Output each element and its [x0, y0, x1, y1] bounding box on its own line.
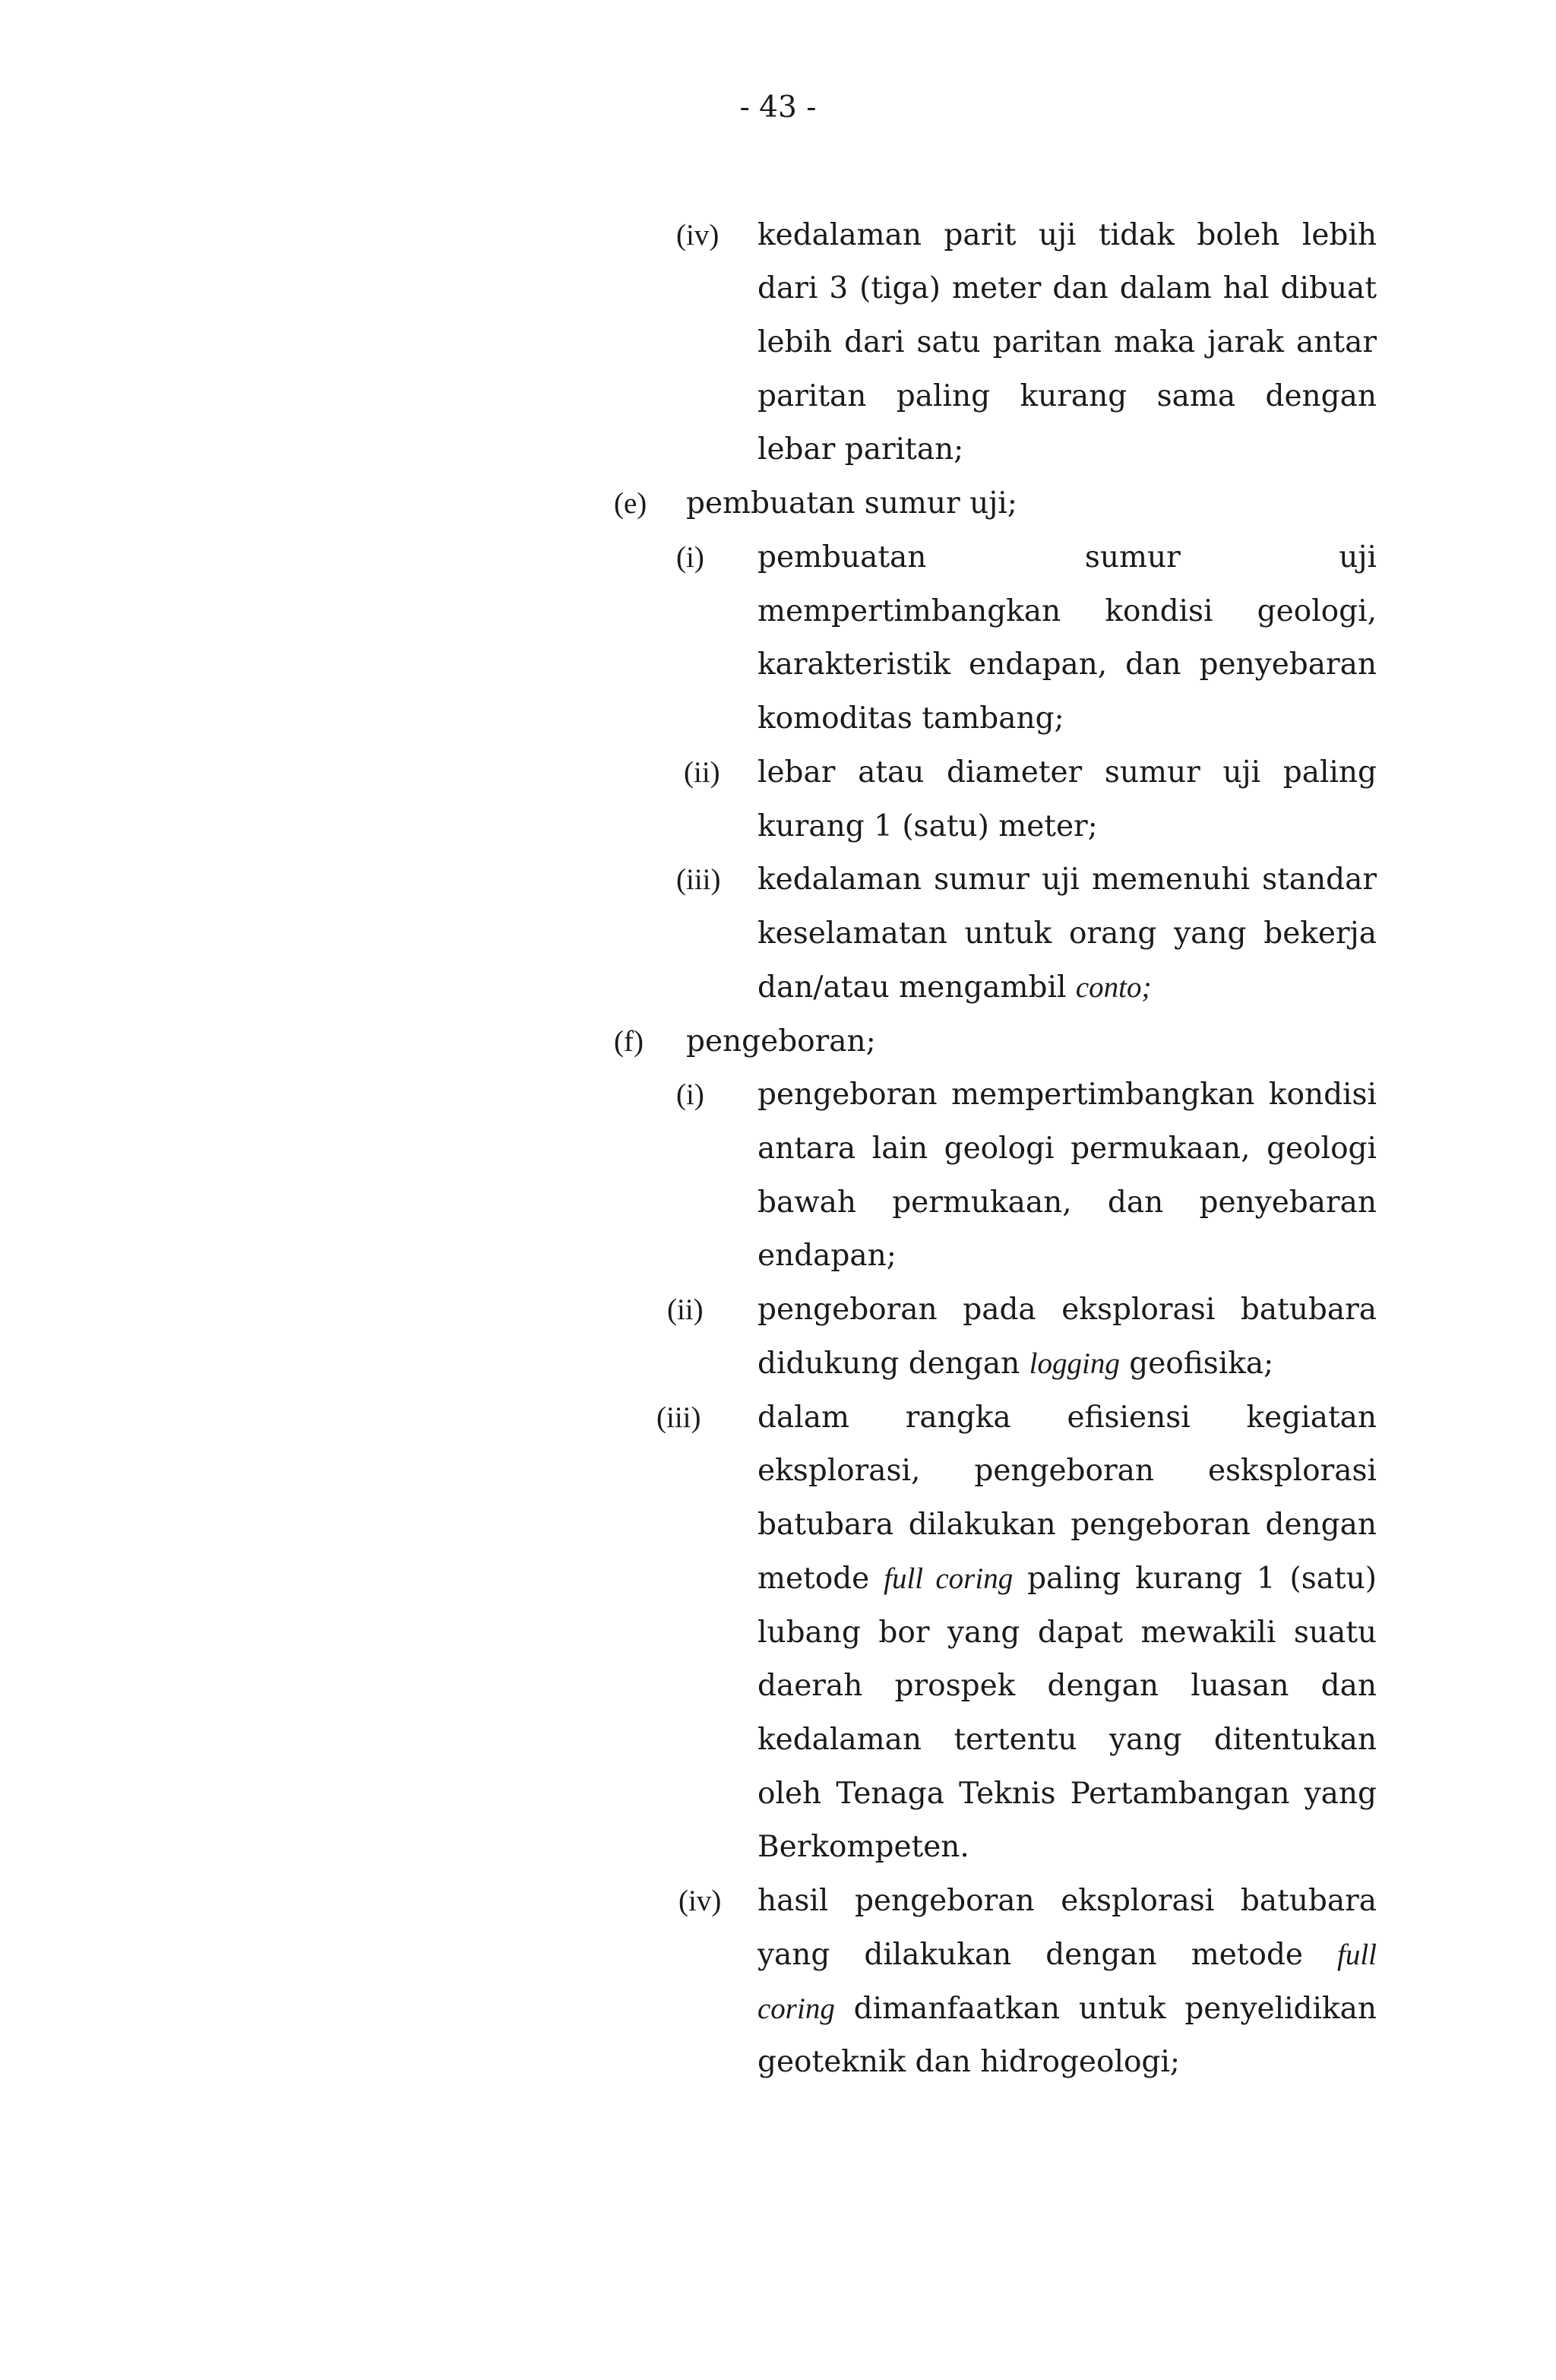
item-text-line: dalam rangka efisiensi kegiatan: [757, 1400, 1377, 1435]
text-line: [0, 1610, 1556, 1656]
item-text-line: batubara dilakukan pengeboran dengan: [757, 1508, 1377, 1542]
item-text-line: kedalaman parit uji tidak boleh lebih: [757, 218, 1377, 252]
item-text-line: oleh Tenaga Teknis Pertambangan yang: [757, 1777, 1377, 1811]
item-label: (ii): [684, 756, 720, 789]
text-line: [0, 1233, 1556, 1279]
item-text-line: pembuatan sumur uji: [757, 540, 1377, 574]
item-label: (i): [676, 541, 704, 574]
list-item-f-iv: [0, 1878, 1556, 1924]
item-text-line: [757, 965, 1152, 1011]
text-segment: yang dilakukan dengan metode: [757, 1938, 1337, 1972]
list-item-f-i: [0, 1072, 1556, 1118]
item-label: (f): [614, 1025, 644, 1058]
item-text-line: antara lain geologi permukaan, geologi: [757, 1131, 1377, 1166]
item-text-line: [757, 1341, 1273, 1387]
item-text-line: geoteknik dan hidrogeologi;: [757, 2045, 1180, 2079]
text-line: [0, 1341, 1556, 1387]
item-text-line: eksplorasi, pengeboran esksplorasi: [757, 1454, 1377, 1488]
item-text-line: [757, 1556, 1377, 1602]
item-text-line: lebar paritan;: [757, 432, 964, 467]
item-text-line: komoditas tambang;: [757, 701, 1064, 736]
list-item-e-i: [0, 535, 1556, 581]
text-line: [0, 1180, 1556, 1226]
text-line: [0, 320, 1556, 366]
text-line: [0, 1448, 1556, 1494]
text-line: [0, 696, 1556, 742]
item-heading: pengeboran;: [686, 1024, 876, 1059]
item-label: (iii): [656, 1401, 701, 1434]
list-item-f-ii: [0, 1287, 1556, 1333]
text-line: [0, 2040, 1556, 2085]
item-label: (e): [614, 487, 647, 520]
text-line: [0, 1556, 1556, 1602]
list-item-e: [0, 481, 1556, 527]
text-line: [0, 1502, 1556, 1548]
text-segment: metode: [757, 1562, 884, 1596]
text-line: [0, 589, 1556, 635]
list-item-iv: [0, 213, 1556, 258]
item-text-line: mempertimbangkan kondisi geologi,: [757, 594, 1377, 628]
list-item-f: [0, 1019, 1556, 1065]
item-text-line: kedalaman sumur uji memenuhi standar: [757, 862, 1377, 897]
list-item-e-ii: [0, 750, 1556, 796]
item-text-line: paritan paling kurang sama dengan: [757, 379, 1377, 413]
item-text-line: [757, 1932, 1377, 1978]
text-line: [0, 804, 1556, 850]
text-line: [0, 965, 1556, 1011]
text-line: [0, 1126, 1556, 1172]
text-line: [0, 642, 1556, 688]
text-segment: didukung dengan: [757, 1347, 1029, 1381]
text-segment: geofisika;: [1119, 1347, 1274, 1381]
list-item-e-iii: [0, 857, 1556, 903]
text-line: [0, 1663, 1556, 1709]
item-text-line: lebih dari satu paritan maka jarak antar: [757, 325, 1377, 359]
item-label: (iv): [676, 219, 719, 252]
item-text-line: karakteristik endapan, dan penyebaran: [757, 647, 1377, 682]
item-text-line: endapan;: [757, 1239, 897, 1273]
item-heading: pembuatan sumur uji;: [686, 486, 1017, 521]
text-line: [0, 911, 1556, 957]
item-text-line: dari 3 (tiga) meter dan dalam hal dibuat: [757, 271, 1377, 305]
item-text-line: Berkompeten.: [757, 1830, 969, 1864]
item-text-line: daerah prospek dengan luasan dan: [757, 1669, 1377, 1703]
text-line: [0, 266, 1556, 312]
item-text-line: hasil pengeboran eksplorasi batubara: [757, 1884, 1377, 1918]
text-line: [0, 1717, 1556, 1763]
item-text-line: pengeboran mempertimbangkan kondisi: [757, 1078, 1377, 1112]
item-text-line: pengeboran pada eksplorasi batubara: [757, 1293, 1377, 1327]
italic-term: full: [1336, 1938, 1377, 1971]
italic-term: coring: [757, 1992, 835, 2025]
item-text-line: keselamatan untuk orang yang bekerja: [757, 916, 1377, 951]
list-item-f-iii: [0, 1395, 1556, 1441]
italic-term: conto;: [1075, 971, 1152, 1004]
item-label: (ii): [667, 1293, 704, 1326]
item-text-line: kedalaman tertentu yang ditentukan: [757, 1723, 1377, 1757]
item-text-line: lebar atau diameter sumur uji paling: [757, 755, 1377, 790]
text-line: [0, 427, 1556, 473]
text-line: [0, 1986, 1556, 2032]
text-line: [0, 374, 1556, 419]
text-segment: paling kurang 1 (satu): [1013, 1562, 1377, 1596]
text-line: [0, 1932, 1556, 1978]
italic-term: logging: [1029, 1347, 1120, 1380]
item-text-line: [757, 1986, 1377, 2032]
item-text-line: bawah permukaan, dan penyebaran: [757, 1185, 1377, 1220]
text-segment: dimanfaatkan untuk penyelidikan: [834, 1992, 1377, 2026]
item-text-line: lubang bor yang dapat mewakili suatu: [757, 1616, 1377, 1650]
item-label: (iii): [676, 863, 721, 896]
page-number: - 43 -: [739, 90, 817, 125]
text-segment: dan/atau mengambil: [757, 970, 1076, 1005]
text-line: [0, 1771, 1556, 1817]
item-text-line: kurang 1 (satu) meter;: [757, 809, 1098, 843]
item-label: (iv): [678, 1885, 722, 1917]
item-label: (i): [676, 1078, 704, 1111]
text-line: [0, 1825, 1556, 1870]
italic-term: full coring: [884, 1562, 1014, 1595]
